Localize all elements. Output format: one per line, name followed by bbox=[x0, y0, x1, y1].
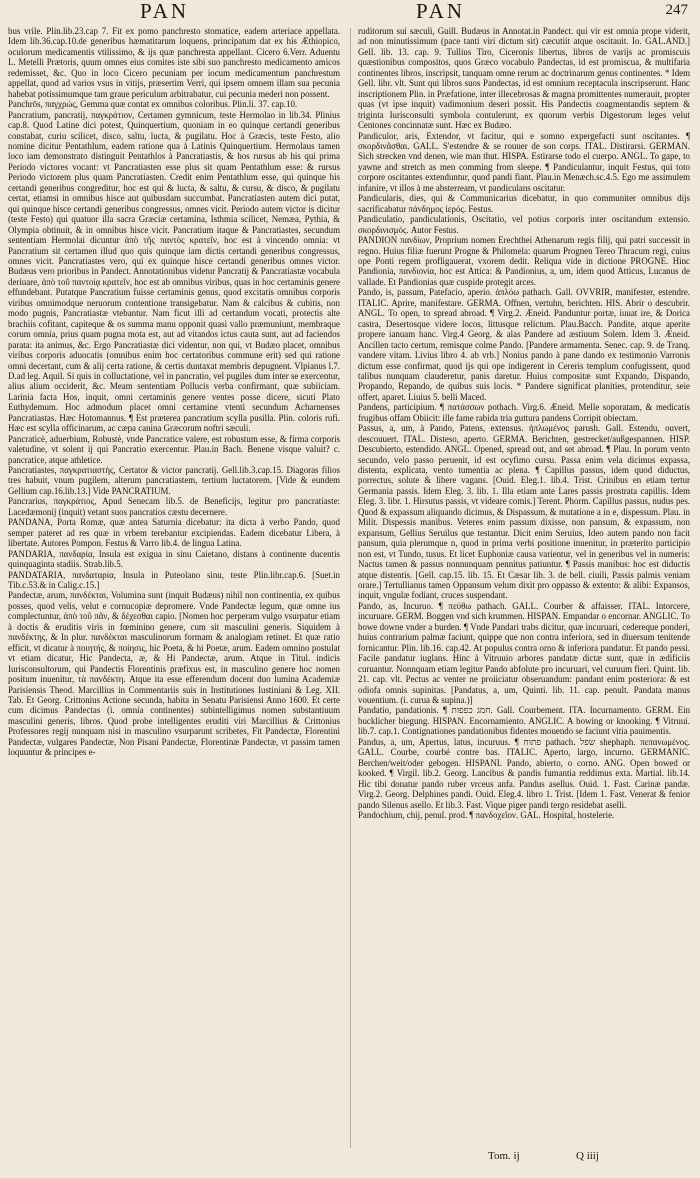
entry-pancratium: Pancratium, pancratij, παγκράτιον, Certamen gymnicum, teste Hermolao in lib.34. Plinius cap.8. Quod Latine dici potest, Quinquertium, quoniam in eo quinque certandi generibus constabat, curiu scilicet, disco, saltu, lucta, & pugilatu. Hoc à Græcis, teste Festo, alio nomine dicitur Pentathlum, eadem ratione qua à Latinis Quinquertium. Hermolaus tamen loco iam demonstrato distinguit Pentathlos à Pancratiastis, & hos rursus ab his qui prima Periodo victores vocant: vt Pancratiasten esse plus sit quam Pentathlum esse: & rursus Periodo victorem plus quam Pancratiasten. Credit enim Pentathlum esse, qui quinque his certandi generibus congreditur, hoc est qui & lucta, & saltu, & cursu, & disco, & pugilatu certat, etiamsi in omnibus hisce aut quibusdam succumbat. Pancratiasten autem dici putat, qui quinque hisce certandi generibus congressus, omnes vicit. Periodo autem victor is dicitur (teste Festo) qui quatuor illa sacra Græciæ certamina, Isthmia scilicet, Nemæa, Pythia, & Olympia obtinuit, & in omnibus hisce vicit. Pancratium itaque & Pancratiastes, secundum sententiam Hermolai dicuntur ἀπὸ τῆς παντὸς κρατεῖν, hoc est à vincendo omnia: vt Pancratium sit certamen illud quo quis quinque iam dictis certandi generibus congressus, omnes vicit. Pancratiastes vero, qui ex quinque hisce certandi generibus omnes victor. Budæus vero prioribus in Pandect. Annotationibus videtur Pancratij & Pancratiastæ vocabula deriuare, ἀπὸ τοῦ παντοίᾳ κρατεῖν, hoc est ab omnibus viribus, quas in hoc certaminis genere effundebant. Putatque Pancratium fuisse certaminis genus, quod excitatis omnibus corporis viribus omnimodque neruorum contentione transigebatur. Nam & calcibus & cubitis, non modo pugnis, Pancratiastæ vtebantur. Nam ficut illi ad certandum vocati, protectis alte brachiis cofitant, capiteque & os summa manu opponit quasi vallo præmuniunt, membraque corum omnia, prius quam pugna mota est, aut ad vitandos ictus cauta sunt, aut ad faciendos parata: ita animus, &c. Ergo Pancratiastæ dici videntur, non qui, vt Budæo placet, omnibus viribus corporis aduocatis (omnibus enim hoc certatoribus commune erit) sed qui ratione omni decertant, cum & alij certa ratione, & certis duntaxat membris depugnent. Vlpianus l.7. D.ad leg. Aquil. Si quis in colluctatione, vel in pancratio, vel pugiles dum inter se exercentur, alius alium occiderit, &c. Meam sententiam Pollucis verba confirmant, quæ subiiciam. Larinia facta Hos, inquit, omni certaminis genere ventes posse dicere, sicuti Plato Euthydemum. Hoc admodum placet omni certamine vtenti secundum Acharnenses Pancratiastas. Hæc Hotomannus. ¶ Est præterea pancratium scylla pusilla. Plin. coloris rufi. Hæc est scylla officinarum, ac cæpa canina Græcorum noftri sæculi. bbox=[8, 109, 340, 434]
entry-pandicularis: Pandicularis, dies, qui & Communicarius dicebatur, in quo communiter omnibus dijs sacrificabatur πάνδημος ἱερός. Festus. bbox=[358, 193, 690, 214]
entry-text: ruditorum sui sæculi, Guill. Budæus in Annotat.in Pandect. qui vir est omnia prope viderit, ad non minutissimum (pace tanti viri dictum sit) cæcutiit atque oscitauit. Io. GAL.AND.] Gell. lib. 13. cap. 9. Tullius Tiro, Ciceronis libertus, libros de varijs ac promiscuis quæstionibus compositos, quos Græco vocabulo Pandectas, id est promiscua, & multifaria continentes libros, inscripsit, tanquam omne rerum ac doctrinarum genus continentes. * Idem Gell. libr. vlt. Sunt qui libros suos Pandectas, id est omnium receptacula inscripserunt. Hanc inscriptionem Plin. in Præfatione, inter illecebrosas & magna promittentes numerauit, propter quas (vt ipse inquit) vadimonium deseri possit. His Pandectis coagmentandis septem & triginta Iurisconsulti symbola contulerunt, ex quorum verbis Digestorum leges velut Centones concinnatæ sunt. Hæc ex Budæo. bbox=[358, 26, 690, 131]
page-footer bbox=[0, 1150, 700, 1170]
entry-pandataria: PANDATARIA, πανδαταρία, Insula in Puteolano sinu, teste Plin.libr.cap.6. [Suet.in Tib.c.53.& in Calig.c.15.] bbox=[8, 569, 340, 591]
entry-pandatio: Pandatio, pandationis. ¶ חמג כפפות. Gall. Courbement. ITA. Incurnamento. GERM. Ein bucklicher biegung. HISPAN. Encornamiento. ANGLIC. A bowing or knooking. ¶ Vitruui. lib.7. cap.1. Contignationes pandationibus fidentes mouendo se faciunt vitia pauimentis. bbox=[358, 705, 690, 737]
entry-pancrarius: Pancrarius, παγκράτιος, Apud Senecam lib.5. de Beneficijs, legitur pro pancratiaste: Lacedæmonij (inquit) vetant suos pancratios cæstu decernere. bbox=[8, 496, 340, 517]
entry-pando-as: Pando, as, Incuruo. ¶ πεύθω pathach. GALL. Courber & affaisser. ITAL. Intorcere, incuruare. GERM. Boggen vnd sich krummen. HISPAN. Empandar o encornar. ANGLIC. To bowe downe vnder a burden. ¶ Vnde Pandari trabs dicitur, quæ incuruari, cedereque ponderi, huius contrarium palmæ faciunt, quippe que non contra inferiora, sed in diuersum tenitende fornicantur. Plin. lib.16. cap.42. At populus contra orno & inferiora pandatur. Et pando pessi. Facile pandatur iuglans. Hinc à Vitruuio arbores pandatæ dictæ sunt, quæ in ædificiis curuantur. Nonnquam etiam legitur Pando abfolute pro incuruari, vel curuum fieri. Quint. lib. 21. cap. vlt. Pectus ac venter ne proiiciatur obseruandum: pandant enim posteriora: & est odiofa omnis supinitas. [Pandatus, a, um, Quinti. lib. 11. cap. penult. Pandata manus vouentium. (i. curua & supina.)] bbox=[358, 600, 690, 705]
entry-pandochium: Pandochium, chij, penul. prod. ¶ πανδοχεῖον. GAL. Hospital, hostelerie. bbox=[358, 809, 615, 820]
entry-pandaria: PANDARIA, πανδαρία, Insula est exigua in sinu Caietano, distans à continente ducentis quinquaginta stadiis. Strab.lib.5. bbox=[8, 548, 340, 570]
entry-pancratiastes: Pancratiastes, παγκρατιαστὴς, Certator & victor pancratij. Gell.lib.3.cap.15. Diagoras filios tres habuit, vnum pugilem, alterum pancratiastem, tertium luctatorem. [Vide & eundem Gellium cap.16.lib.13.] Vide PANCRATIUM. bbox=[8, 465, 340, 496]
entry-passus: Passus, a, um, à Pando, Patens, extensus. ἡπλωμένος parush. Gall. Estendu, ouvert, descouuert. ITAL. Disteso, aperto. GERMA. Berichten, gestrecket/außgespannen. HISP. Descubierto, estendido. ANGL. Opened, spread out, and set abroad. ¶ Plau. In porum vento secundo, velo passo peruenit, id est ocyfimo cursu. Passa enim vela dicimus expassa, distenta, explicata, vento tumentia ac plena. ¶ Capillus passus, idem quod diductus, porrectus, solute & libere vagans. [Ouid. Eleg.1. lib.4. Trist. Crinibus en etiam tertur Germania passis. Idem Eleg. 3. lib. 1. Illa etiam ante Lares passis prostrata capillis. Idem Eleg. 3. libr. 1. Hirsutus passis, vt videare comis.] Terent. Phorm. Capillus passus, nudus pes. Quod & expassum aliquando dicimus, & Dispassum, & mutatione a in e, dispessum. Plau. in Milit. Dispessis manibus. Veteres enim passum dixisse, non pansum, & expassum, non expansum, Gellius Seruilus que testantur. Dicit enim Seruius, Ideo autem pando non facit pansum, quia plerumque n, quod in prima verbi positione inuenitur, in præterito participio non est, vt Tundo, tusus. Et licet Euphoniæ causa varientur, vel in generibus vel in numeris: Nactus tamen & passus nonnunquam pennitus patiuntur. ¶ Passis manibus: hoc est diductis atque distentis. [Gell. cap.15. lib. 15. Et Cæsar lib. 3. de bell. ciuili, Passis palmis veniam orare.] Tertullianus tamen Oppansum velum dixit pro oppasso & extento: & alibi: Expansos, inquit, vngulæ fodiant, cruces suspendant. bbox=[358, 423, 690, 601]
right-running-head: PAN bbox=[416, 0, 466, 23]
entry-panchros: Panchrōs, παγχρώς, Gemma quæ contat ex omnibus coloribus. Plin.li. 37. cap.10. bbox=[8, 99, 298, 110]
entry-pancratice: Pancraticè, aduerbium, Robustè, vnde Pancratice valere, est robustum esse, & firma corporis valetudine, vt solent ij qui Pancratio exercentur. Plau.in Bach. Benene visque valuit? c. pancratice, atque athletice. bbox=[8, 433, 340, 465]
entry-pandus: Pandus, a, um, Apertus, latus, incuruus. ¶ פתוח pathach. שפל shephaph. πεπανωμένος. GALL. Courbe, courbé contre bas. ITALIC. Aperto, largo, incurno. GERMANIC. Berchen/weit/oder gebogen. HISPANI. Pando, abierto, o corno. ANG. Open bowed or kooked. ¶ Virgil. lib.2. Georg. Lancibus & pandis fumantia reddimus exta. Martial. lib.14. Hic tibi donatur pando ruber vrceus anfa. Pandus asellus. Ouid. 1. Fast. Carinæ pandæ. Virg.2. Georg. Delphines pandi. Ouid. Eleg.4. libro 1. Trist. [Idem 1. Fast. Venerat & fenior pando Silenus asello. Et lib.3. Fast. Vique piger pandi tergo residebat aselli. bbox=[358, 736, 690, 810]
entry-pandiculatio: Pandiculatio, pandiculationis, Oscitatio, vel potius corporis inter oscitandum extensio. σκορδινισμός. Autor Festus. bbox=[358, 214, 690, 235]
left-running-head: PAN bbox=[140, 0, 190, 23]
entry-text: bus vrile. Plin.lib.23.cap 7. Fit ex pomo panchresto stomatice, eadem arteriace appellata. Idem lib.36.cap.10.de generibus hæmatitarum loquens, principatum dat ex his Æthiopico, oculorum medicamentis vtilissimo, & ijs quæ panchresta appellant. Cicero 6.Verr. Aduentu L. Metelli Prætoris, quum omnes eius comites iste sibi suo panchresto medicamento amicos redemisset, &c. Quo in loco Cicero pecuniam per iocum medicamentum panchrestum appellat, quod ad varios vsus in vitijs, præsertim Verri, qui ipsem omnem illam sua pecunia habebat potissimumque tam graue periculum arbitrabatur, cui pecunia mederi non possent. bbox=[8, 26, 340, 99]
entry-pandens: Pandens, participium. ¶ πατάσσων pothach. Virg.6. Æneid. Melle soporatam, & medicatis frugibus offam Obiicit: ille fame rabida tria guttura pandens Corripit obiectam. bbox=[358, 402, 690, 423]
right-column bbox=[358, 26, 690, 1152]
catchword: Q iiij bbox=[576, 1150, 599, 1162]
signature-mark: Tom. ij bbox=[488, 1150, 520, 1162]
page-number: 247 bbox=[665, 2, 688, 18]
entry-pandana: PANDANA, Porta Romæ, quæ antea Saturnia dicebatur: ita dicta à verbo Pando, quod semper pateret ad res quæ in vrbem terebantur excipiendas. Eadem dicebatur Libera, à libertate. Autores Pompon. Festus & Varro lib.4. de lingua Latina. bbox=[8, 517, 340, 549]
left-column bbox=[8, 26, 340, 1152]
page-header bbox=[0, 0, 700, 26]
entry-pandion: PANDION πανδίων, Proprium nomen Erechthei Athenarum regis filij, qui patri successit in regno. Huius filiæ fuerunt Progne & Philomela: quarum Prognen Tereo Thracum regi, cuius ope Ponti regem profligauerat, vxorem dedit. Reliqua vide in dictione PROGNE. Hinc Pandionia, πανδιονία, hoc est Attica: & Pandionius, a, um, idem quod Atticus, Lucanus de vallade. Et Pandionias quæ cuspide protegit arces. bbox=[358, 235, 690, 287]
column-divider bbox=[350, 28, 351, 1148]
entry-pando: Pando, is, passum, Patefacio, aperio. ἁπλόω pathach. Gall. OVVRIR, manifester, estendre. ITALIC. Aprire, manifestare. GERMA. Offnen, vertuhn, berichten. HIS. Abrir o descubrir. ANGL. To open, to spread abroad. ¶ Virg.2. Æneid. Panduntur portæ, iuuat ire, & Dorica castra, Desertosque videre locos, littusque relictum. Plau.Bacch. Pandite, atque aperite propere ianuam hanc. Virg.4 Georg. & alas Pandere ad æstiuum Solem. Idem 3. Æneid. Ancillen tacto certum, remisque colme Pando. [Pandere armamenta. Senec. cap. 9. de Tranq. vandere vitam. Livius libro 4. ab vrb.] Nonius pando à pane dando ex testimonio Varronis dictum esse confirmat, quod ijs qui ope indigerent in Cereris templum confugissent, quod talibus nunquam clauderetur, panis daretur. Huius compositæ sunt Expando, Dispando, Propando, Repando, de quibus suis locis. * Pandere significat planities, protenditur, seie offert, aparet. Liuius 5. belli Maced. bbox=[358, 287, 690, 402]
entry-pandectae: Pandectæ, arum, πανδέκται, Volumina sunt (inquit Budæus) nihil non continentia, ex quibus posses, quod velis, velut e cornucopiæ depromere. Vnde Pandectæ legum, quæ omne ius complectuntur, ἀπὸ τοῦ πᾶν, & δέχεσθαι capio. [Nomen hoc perperam vulgo vsurpatur etiam à doctis & eruditis viris in fœminino genere, cum sit masculini generis. Siquidem à πανδέκτης, & In plur. πανδέκται masculinorum formam & analogiam retinet. Et quæ ratio efficit, vt dicatur à ποιητής, & ποίησις, hic Poeta, & hi Poetæ, arum. Eadem omnino postulat vt etiam dicatur, Hic Pandecta, æ, & Hi Pandectæ, arum. Atque in Titul. indicis Iurisconsultorum, qui Pandectis Florentinis præfixus est, in masculino genere hoc nomen positum inuenitur, τὰ πανδέκτη. Atque ita esse efferendum docent duo lumina Academiæ Parisiensis Theod. Marcillius in Commentariis suis in Institutiones Iustiniani & Leg. XII. Tab. Et Georg. Crittonius Actione secunda, habita in Senatu Parisiensi Anno 1600. Et certe cum dicimus Pandectas (i. omnia continentes) subintelligimus nomen substantiuum masculini generis, libros. Quod probe intelligentes eruditi viri Marcillius & Crittonius Professores regij nunquam nisi in masculino vsurparunt scribetes, Fit Pandectæ, Florentini Pandectæ, vulgares Pandectæ, Non Pisani Pandectæ, Florentinæ Pandectæ, vt passim tamen loquuntur & principes e- bbox=[8, 590, 340, 758]
entry-pandiculor: Pandiculor, aris, Extendor, vt facitur, qui e somno expergefacti sunt oscitantes. ¶ σκορδινᾶσθαι. GALL. S'estendre & se rouuer de son corps. ITAL. Distirarsi. GERMAN. Sich strecken vnd denen, wie man thut. HISPA. Estirarse todo el cuerpo. ANGL. To gape, to yawne and stretch as men comming from sleepe. ¶ Pandiculantur, inquit Festus, qui toto corpore oscitantes extenduntur, quod pandi fiant. Plau.in Menæch.sc.4.5. Ego me assimulem infanire, vt illos à me absterream, vt pandiculans oscitatur. bbox=[358, 130, 690, 193]
